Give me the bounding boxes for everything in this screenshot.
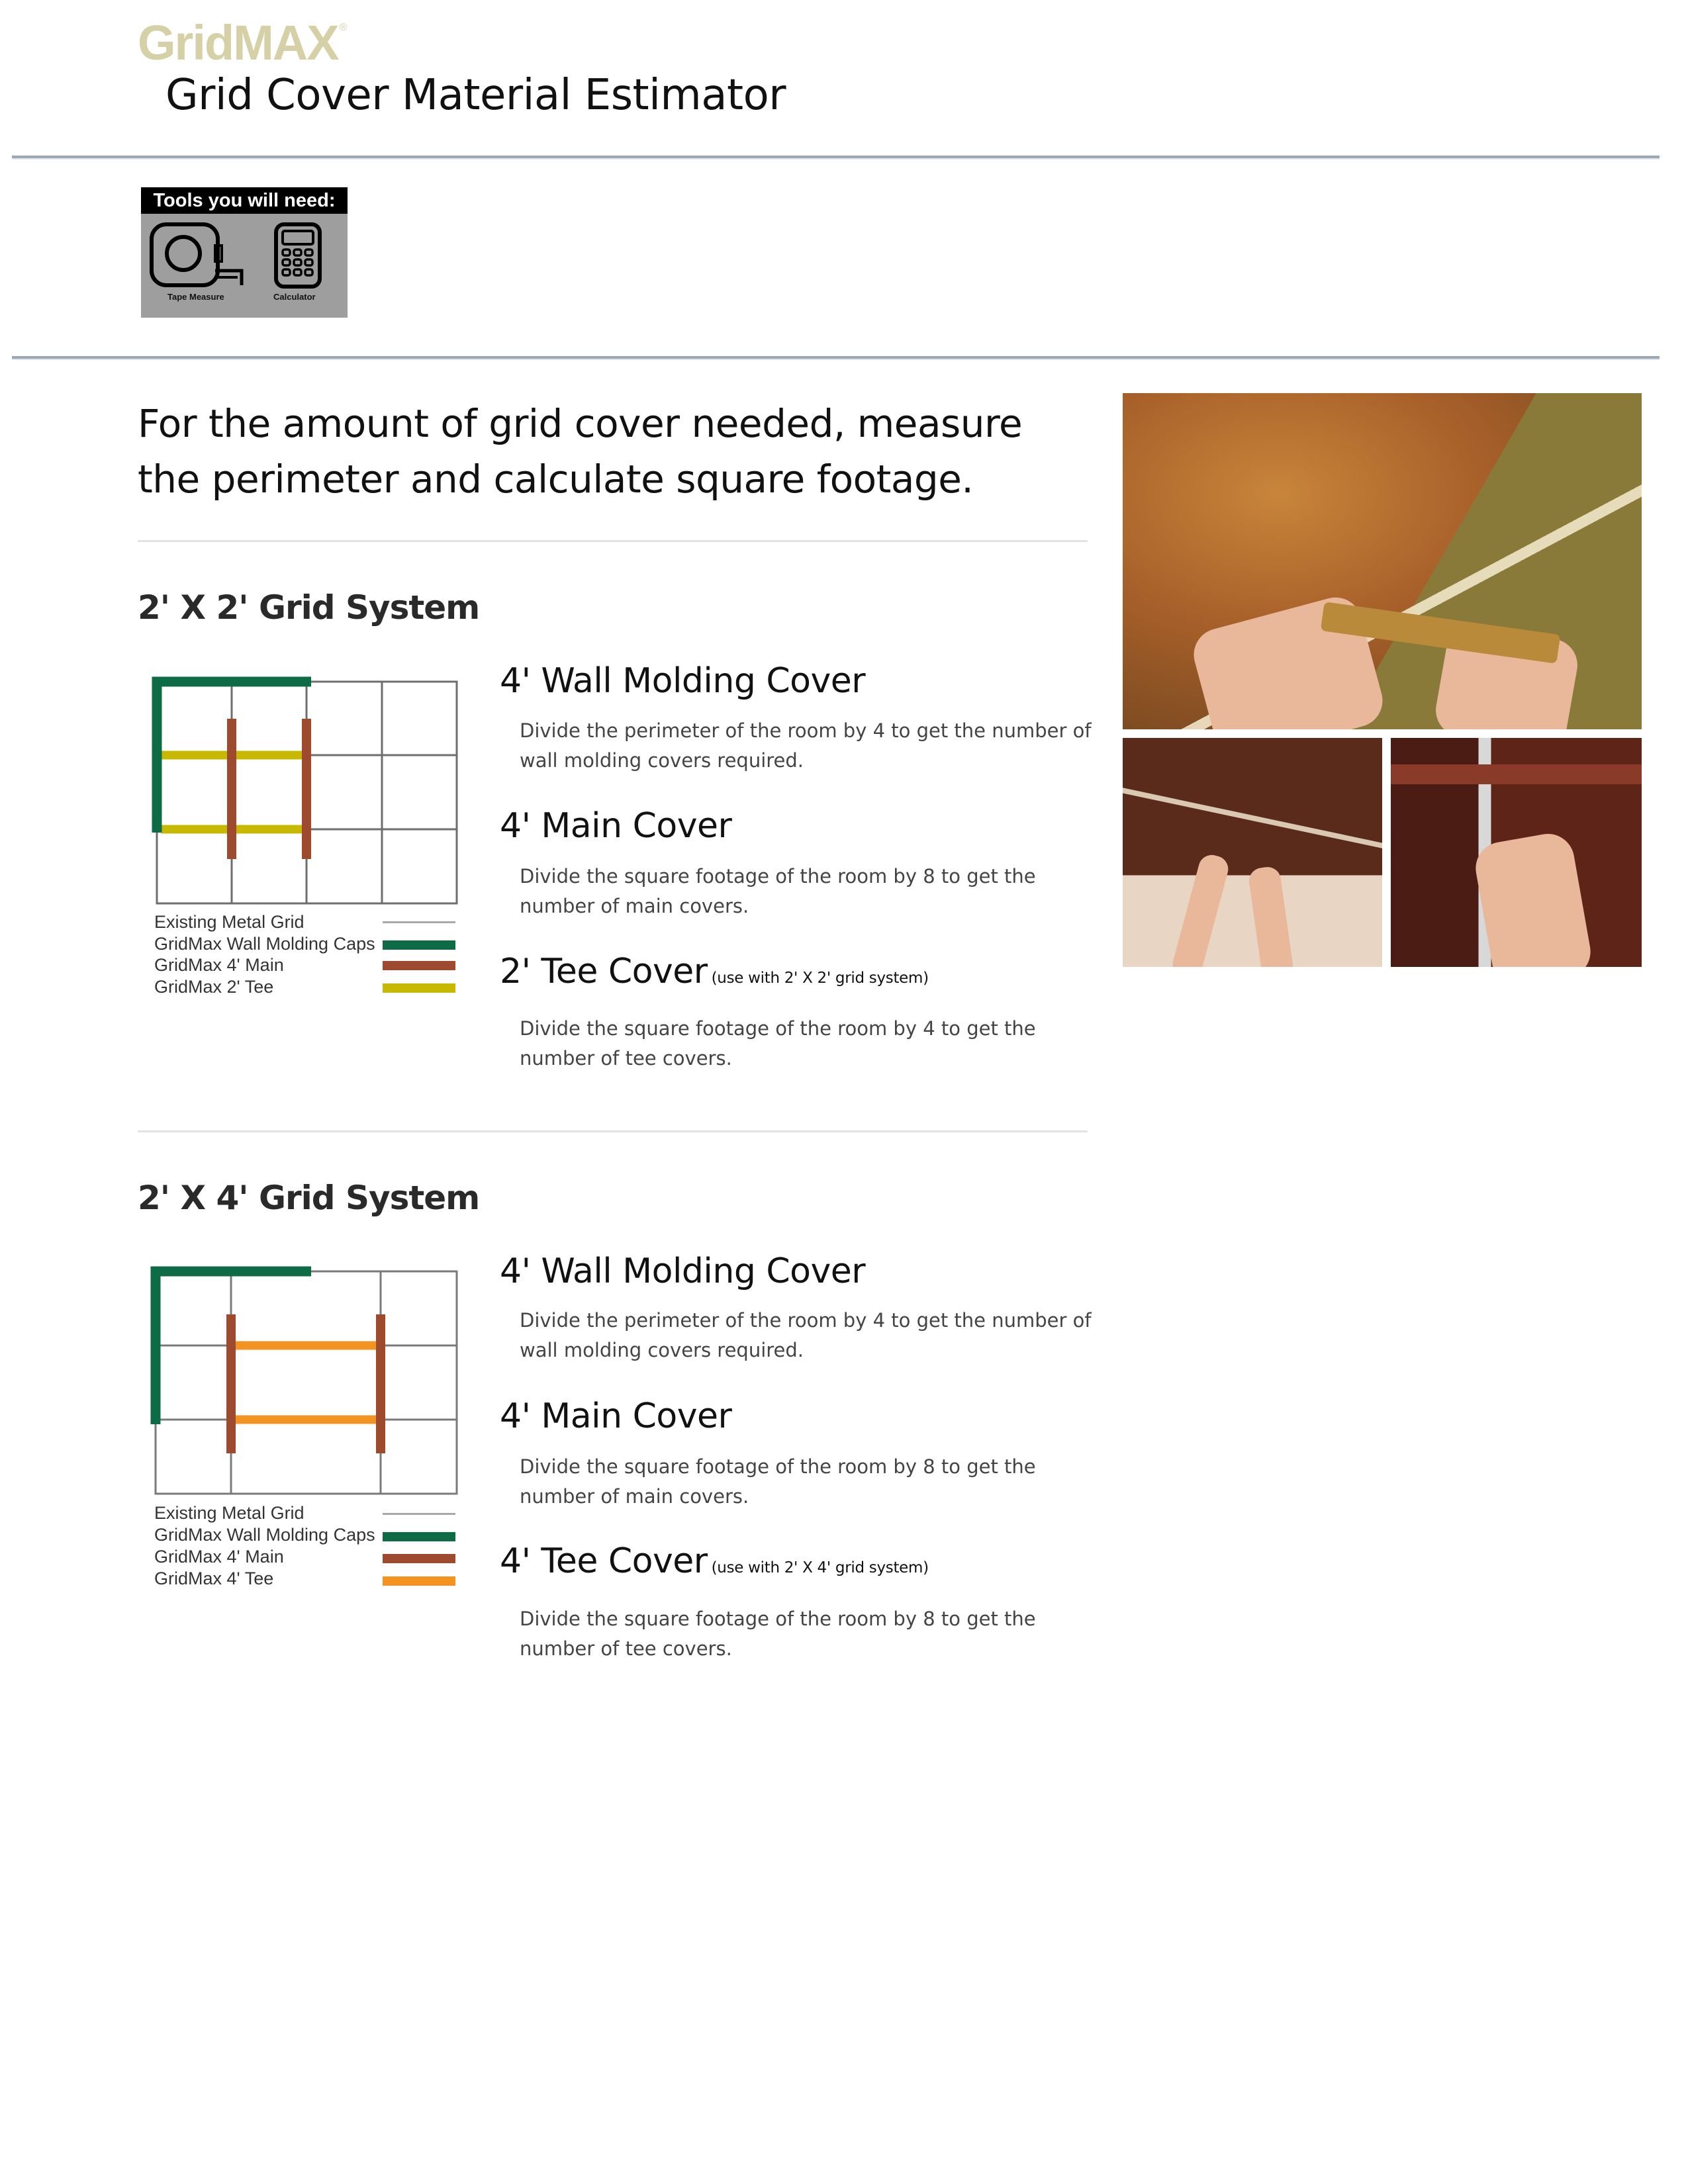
grid-diagram-2x2 (139, 662, 470, 1006)
intro-heading: For the amount of grid cover needed, measure the perimeter and calculate square footage. (138, 401, 1023, 502)
registered-mark: ® (339, 22, 346, 33)
legend-swatch-existing-grid (383, 921, 455, 923)
item-body-tee-cover: Divide the square footage of the room by 8 to get the number of tee covers. (520, 1608, 1036, 1660)
legend-swatch-tee (383, 1576, 455, 1586)
legend-label-tee: GridMax 2' Tee (154, 977, 274, 997)
legend-label-main: GridMax 4' Main (154, 955, 284, 975)
grid-cover-strip (1123, 786, 1382, 854)
calculator-label: Calculator (273, 292, 316, 302)
legend-swatch-main (383, 1554, 455, 1563)
item-title-tee-cover: 4' Tee Cover (use with 2' X 4' grid system) (500, 1541, 929, 1581)
tee-cover-usage-note: (use with 2' X 4' grid system) (711, 1559, 929, 1576)
legend-label-existing-grid: Existing Metal Grid (154, 1503, 305, 1523)
item-body-wall-molding-cover: Divide the perimeter of the room by 4 to get the number of wall molding covers required. (520, 1309, 1092, 1361)
wood-grid-cover-install-photo (1391, 738, 1642, 967)
legend-swatch-existing-grid (383, 1513, 455, 1515)
legend-swatch-wall-molding (383, 1532, 455, 1541)
legend-swatch-wall-molding (383, 940, 455, 950)
legend-label-main: GridMax 4' Main (154, 1547, 284, 1567)
item-title-wall-molding-cover: 4' Wall Molding Cover (500, 661, 866, 701)
tools-needed-panel (141, 187, 348, 318)
item-body-main-cover: Divide the square footage of the room by 8 to get the number of main covers. (520, 865, 1036, 917)
section-divider (138, 540, 1088, 542)
tee-cover-usage-note: (use with 2' X 2' grid system) (711, 970, 929, 987)
copper-grid-cover-install-photo (1123, 393, 1642, 729)
page-title: Grid Cover Material Estimator (165, 71, 786, 120)
tin-ceiling-grid-cover-photo (1123, 738, 1382, 967)
wood-beam (1391, 764, 1642, 784)
legend-label-existing-grid: Existing Metal Grid (154, 912, 305, 932)
legend-swatch-main (383, 961, 455, 970)
item-title-main-cover: 4' Main Cover (500, 806, 732, 846)
grid-diagram-2x4 (139, 1251, 470, 1595)
logo-text: GridMAX (138, 15, 338, 70)
item-body-main-cover: Divide the square footage of the room by 8 to get the number of main covers. (520, 1455, 1036, 1508)
arm-shape (1247, 865, 1294, 967)
header-rule (12, 156, 1660, 159)
item-title-wall-molding-cover: 4' Wall Molding Cover (500, 1251, 866, 1291)
legend-label-wall-molding: GridMax Wall Molding Caps (154, 1525, 375, 1545)
item-title-tee-cover: 2' Tee Cover (use with 2' X 2' grid system) (500, 952, 929, 991)
calculator-icon (273, 222, 326, 291)
section-heading-2x4: 2' X 4' Grid System (138, 1179, 480, 1217)
section-divider (138, 1130, 1088, 1132)
grid-2x2-illustration (139, 662, 470, 913)
section-heading-2x2: 2' X 2' Grid System (138, 588, 480, 627)
legend-label-wall-molding: GridMax Wall Molding Caps (154, 934, 375, 954)
grid-2x4-illustration (139, 1251, 470, 1502)
item-title-main-cover: 4' Main Cover (500, 1396, 732, 1436)
tools-heading: Tools you will need: (141, 187, 348, 214)
tools-rule (12, 356, 1660, 360)
arm-shape (1170, 852, 1231, 967)
tape-measure-icon (149, 222, 248, 291)
hand-shape (1472, 830, 1595, 967)
gridmax-logo (138, 15, 346, 70)
item-body-tee-cover: Divide the square footage of the room by 4 to get the number of tee covers. (520, 1017, 1036, 1069)
legend-label-tee: GridMax 4' Tee (154, 1569, 274, 1588)
legend-swatch-tee (383, 983, 455, 993)
tape-measure-label: Tape Measure (167, 292, 224, 302)
item-body-wall-molding-cover: Divide the perimeter of the room by 4 to get the number of wall molding covers required. (520, 719, 1092, 772)
